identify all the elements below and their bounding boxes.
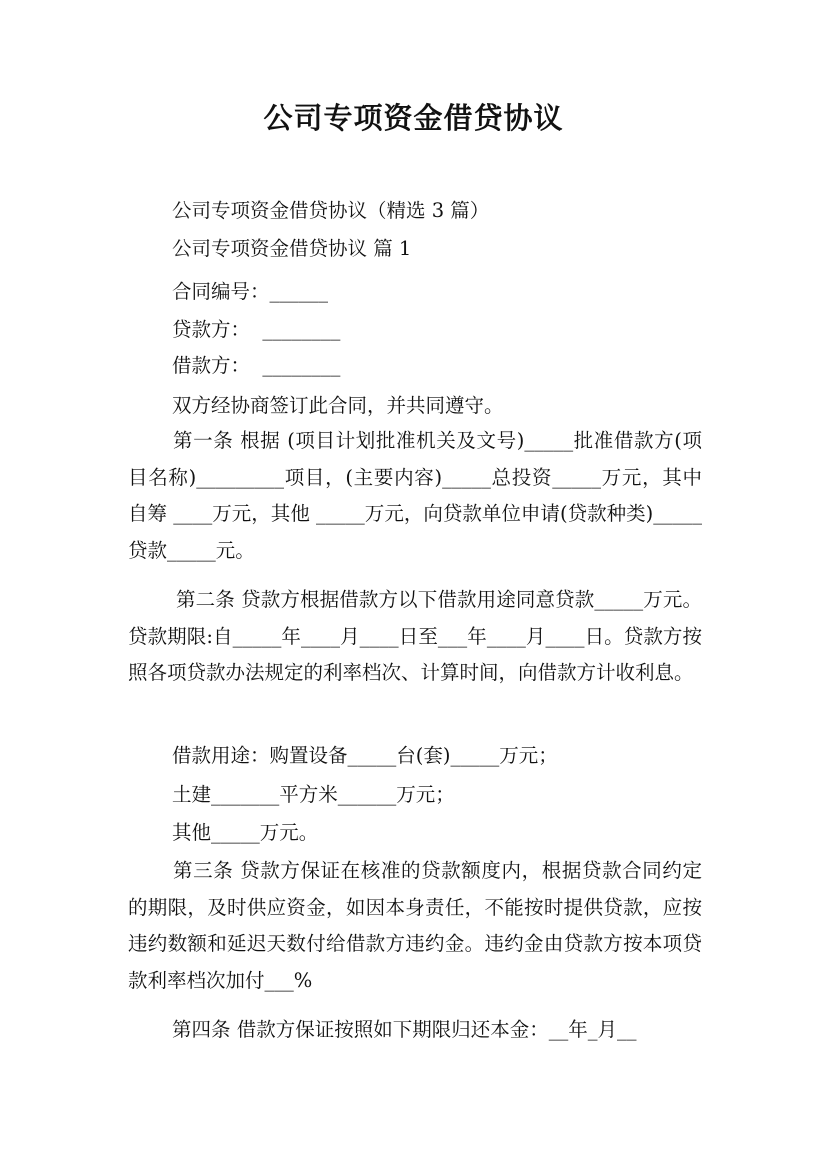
borrower-line: 借款方： ________ [172, 354, 341, 377]
usage-line-other: 其他_____万元。 [172, 821, 319, 844]
contract-number-line: 合同编号：______ [172, 280, 329, 303]
article-4: 第四条 借款方保证按照如下期限归还本金：__年_月__ [172, 1018, 637, 1041]
subtitle-line: 公司专项资金借贷协议（精选 3 篇） [172, 199, 490, 222]
article-3: 第三条 贷款方保证在核准的贷款额度内，根据贷款合同约定的期限，及时供应资金，如因本身责任，不能按时提供贷款，应按违约数额和延迟天数付给借款方违约金。违约金由贷款方按本项贷款利率档次加付___% [128, 859, 702, 992]
usage-line-equipment: 借款用途：购置设备_____台(套)_____万元； [172, 744, 558, 767]
article-2: 第二条 贷款方根据借款方以下借款用途同意贷款_____万元。贷款期限:自_____年____月____日至___年____月____日。贷款方按照各项贷款办法规定的利率档次、计算时间，向借款方计收利息。 [128, 588, 702, 685]
agreement-statement: 双方经协商签订此合同，并共同遵守。 [172, 394, 504, 417]
section-heading: 公司专项资金借贷协议 篇 1 [172, 237, 412, 260]
lender-line: 贷款方： ________ [172, 318, 341, 341]
document-title: 公司专项资金借贷协议 [263, 101, 564, 135]
article-1: 第一条 根据 (项目计划批准机关及文号)_____批准借款方(项目名称)_________项目，(主要内容)_____总投资_____万元，其中自筹 ____万元，其他 _____万元，向贷款单位申请(贷款种类)_____贷款_____元。 [128, 429, 702, 562]
usage-line-construction: 土建_______平方米______万元； [172, 783, 455, 806]
